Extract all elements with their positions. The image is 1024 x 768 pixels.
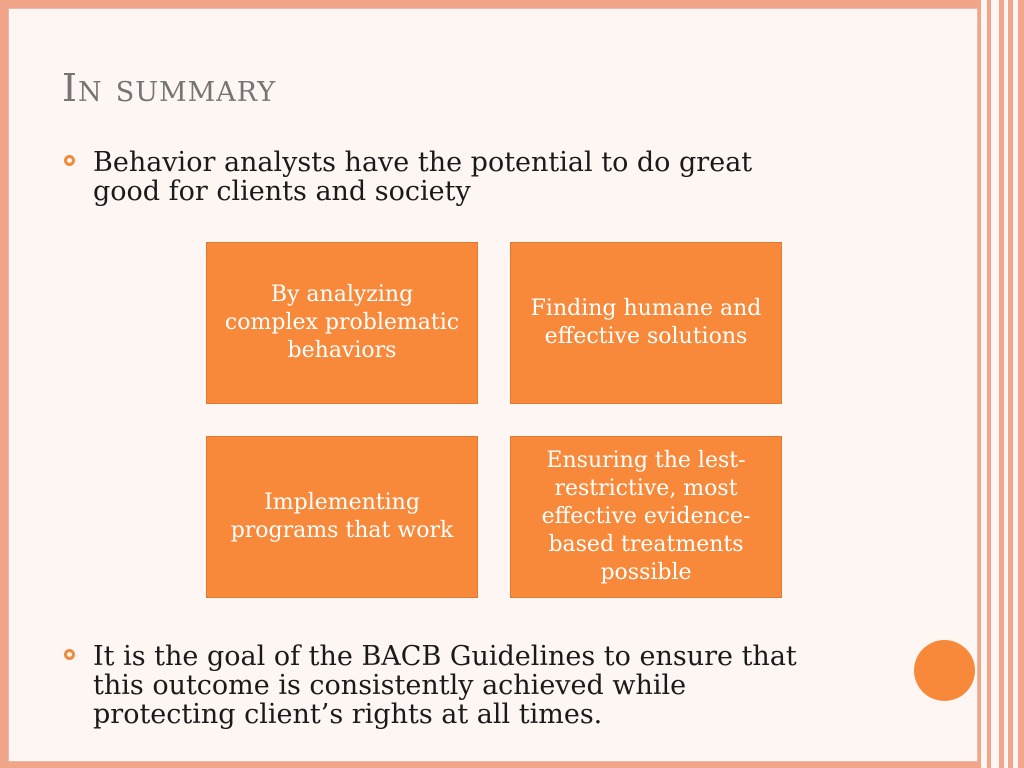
stripe	[991, 0, 999, 768]
box-text: Ensuring the lest-restrictive, most effective evidence-based treatments possible	[541, 448, 751, 585]
bullet-item	[64, 148, 824, 206]
slide-title: In summary	[62, 66, 277, 110]
smartart-box	[206, 436, 478, 598]
stripe	[1004, 0, 1008, 768]
decorative-circle	[914, 640, 975, 701]
decorative-stripes	[978, 0, 1024, 768]
stripe	[981, 0, 987, 768]
smartart-box	[206, 242, 478, 404]
bullet-text: It is the goal of the BACB Guidelines to ensure that this outcome is consistently achieved while protecting client’s rights at all times.	[93, 641, 797, 730]
bullet-ring-icon	[64, 649, 75, 660]
stripe	[1013, 0, 1018, 768]
smartart-box	[510, 436, 782, 598]
bullet-ring-icon	[64, 155, 75, 166]
bullet-text: Behavior analysts have the potential to do great good for clients and society	[93, 147, 753, 207]
smartart-box	[510, 242, 782, 404]
box-text: By analyzing complex problematic behaviors	[224, 282, 460, 363]
bullet-item	[64, 642, 824, 729]
box-text: Finding humane and effective solutions	[530, 296, 762, 349]
box-text: Implementing programs that work	[230, 490, 454, 543]
